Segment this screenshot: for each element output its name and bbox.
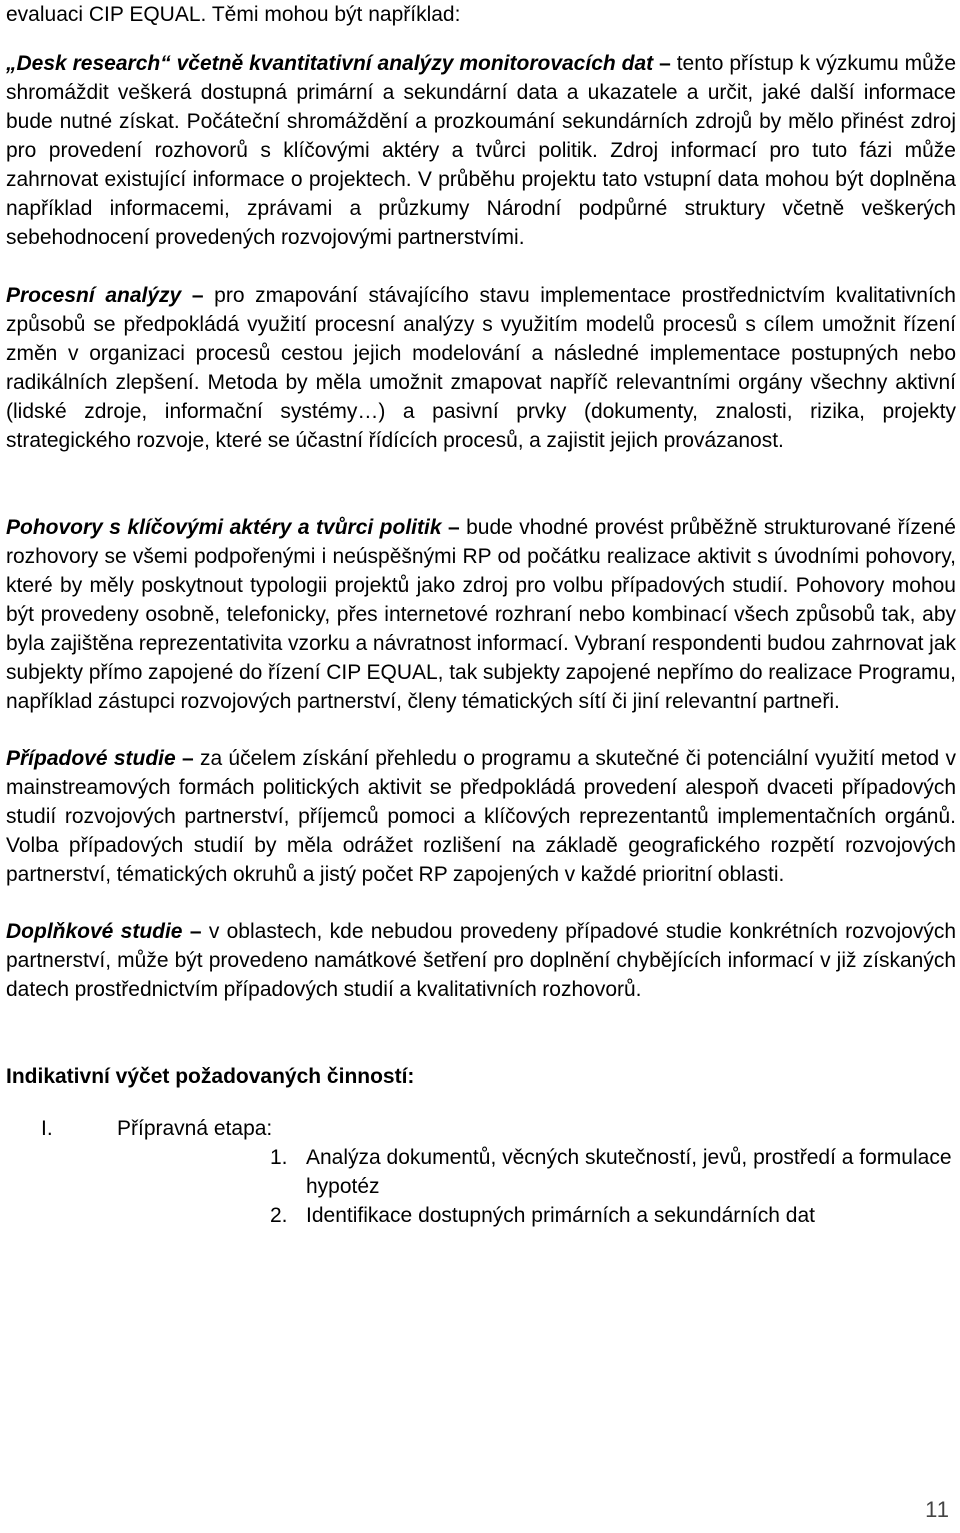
paragraph-procesni-analyzy bbox=[6, 281, 956, 455]
list-item-level1 bbox=[6, 1114, 956, 1143]
paragraph-text: bude vhodné provést průběžně strukturované řízené rozhovory se všemi podpořenými i neúspěšnými RP od počátku realizace aktivit s úvodními pohovory, které by měly poskytnout typologii projektů jako zdroj pro volbu případových studií. Pohovory mohou být provedeny osobně, telefonicky, přes internetové rozhraní nebo kombinací všech způsobů tak, aby byla zajištěna reprezentativita vzorku a návratnost informací. Vybraní respondenti budou zahrnovat jak subjekty přímo zapojené do řízení CIP EQUAL, tak subjekty zapojené nepřímo do realizace Programu, například zástupci rozvojových partnerství, členy tématických sítí či jiní relevantní partneři. bbox=[6, 516, 956, 713]
paragraph-text: tento přístup k výzkumu může shromáždit veškerá dostupná primární a sekundární data a ukazatele a určit, jaké další informace bude nutné získat. Počáteční shromáždění a prozkoumání sekundárních zdrojů by mělo přinést zdroj pro provedení rozhovorů s klíčovými aktéry a tvůrci politik. Zdroj informací pro tuto fázi může zahrnovat existující informace o projektech. V průběhu projektu tato vstupní data mohou být doplněna například informacemi, zprávami a průzkumy Národní podpůrné struktury včetně veškerých sebehodnocení provedených rozvojovými partnerstvími. bbox=[6, 52, 957, 249]
paragraph-pohovory bbox=[6, 513, 956, 716]
list-number: 1. bbox=[270, 1146, 288, 1169]
paragraph-text: za účelem získání přehledu o programu a skutečné či potenciální využití metod v mainstreamových formách politických aktivit se předpokládá provedení alespoň dvaceti případových studií rozvojových partnerství, příjemců pomoci a klíčových reprezentantů implementačních orgánů. Volba případových studií by měla odrážet rozlišení na základě geografického rozpětí rozvojových partnerství, tématických okruhů a jistý počet RP zapojených v každé prioritní oblasti. bbox=[6, 747, 956, 886]
term-desk-research: „Desk research“ včetně kvantitativní analýzy monitorovacích dat bbox=[6, 52, 654, 75]
term-pohovory: Pohovory s klíčovými aktéry a tvůrci politik bbox=[6, 516, 442, 539]
dash: – bbox=[191, 284, 204, 307]
term-pripadove-studie: Případové studie bbox=[6, 747, 176, 770]
dash: – bbox=[447, 516, 460, 539]
dash: – bbox=[189, 920, 202, 943]
list-item-level2 bbox=[6, 1143, 956, 1201]
list-text: Přípravná etapa: bbox=[117, 1117, 273, 1140]
list-text: Identifikace dostupných primárních a sekundárních dat bbox=[306, 1204, 815, 1227]
document-page bbox=[6, 0, 956, 1230]
dash: – bbox=[181, 747, 194, 770]
term-doplnkove-studie: Doplňkové studie bbox=[6, 920, 183, 943]
intro-line: evaluaci CIP EQUAL. Těmi mohou být například: bbox=[6, 3, 461, 26]
paragraph-text: v oblastech, kde nebudou provedeny případové studie konkrétních rozvojových partnerství, může být provedeno namátkové šetření pro doplnění chybějících informací v již získaných datech prostřednictvím případových studií a kvalitativních rozhovorů. bbox=[6, 920, 956, 1001]
paragraph-desk-research bbox=[6, 49, 956, 252]
dash: – bbox=[659, 52, 671, 75]
paragraph-pripadove-studie bbox=[6, 744, 956, 889]
section-heading: Indikativní výčet požadovaných činností: bbox=[6, 1065, 415, 1088]
list-item-level2 bbox=[6, 1201, 956, 1230]
list-text: Analýza dokumentů, věcných skutečností, jevů, prostředí a formulace hypotéz bbox=[306, 1146, 952, 1198]
list-number: 2. bbox=[270, 1204, 288, 1227]
term-procesni-analyzy: Procesní analýzy bbox=[6, 284, 182, 307]
page-number: 11 bbox=[925, 1497, 950, 1522]
paragraph-text: pro zmapování stávajícího stavu implementace prostřednictvím kvalitativních způsobů se předpokládá využití procesní analýzy s využitím modelů procesů s cílem umožnit řízení změn v organizaci procesů cestou jejich modelování a následné implementace postupných nebo radikálních zlepšení. Metoda by měla umožnit zmapovat napříč relevantními orgány všechny aktivní (lidské zdroje, informační systémy…) a pasivní prvky (dokumenty, znalosti, rizika, projekty strategického rozvoje, které se účastní řídících procesů, a zajistit jejich provázanost. bbox=[6, 284, 956, 452]
list-number: I. bbox=[41, 1117, 53, 1140]
paragraph-doplnkove-studie bbox=[6, 917, 956, 1004]
